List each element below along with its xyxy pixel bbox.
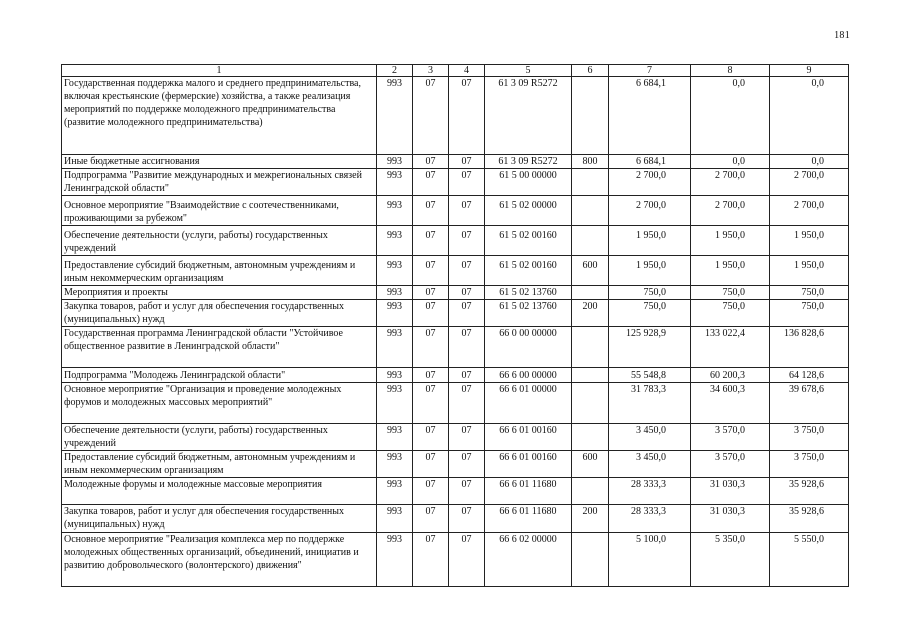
target-article-cell: 61 3 09 R5272 (485, 77, 572, 155)
table-row (62, 300, 849, 327)
header-cell: 5 (485, 65, 572, 77)
subsection-cell: 07 (449, 286, 485, 300)
table-row (62, 533, 849, 587)
amount-year2-cell: 60 200,3 (691, 368, 770, 383)
gr-code-cell: 993 (377, 424, 413, 451)
subsection-cell: 07 (449, 505, 485, 533)
section-cell: 07 (413, 533, 449, 587)
amount-year3-cell: 5 550,0 (770, 533, 849, 587)
target-article-cell: 61 5 02 00160 (485, 256, 572, 286)
expense-type-cell (572, 169, 609, 196)
amount-year2-cell: 2 700,0 (691, 196, 770, 226)
amount-year3-cell: 136 828,6 (770, 327, 849, 368)
expense-type-cell (572, 533, 609, 587)
amount-year2-cell: 3 570,0 (691, 451, 770, 478)
amount-year2-cell: 3 570,0 (691, 424, 770, 451)
amount-year2-cell: 5 350,0 (691, 533, 770, 587)
amount-year3-cell: 750,0 (770, 286, 849, 300)
row-name-cell: Предоставление субсидий бюджетным, автономным учреждениям и иным некоммерческим организациям (62, 451, 377, 478)
row-name-cell: Подпрограмма "Развитие международных и межрегиональных связей Ленинградской области" (62, 169, 377, 196)
amount-year2-cell: 1 950,0 (691, 256, 770, 286)
row-name-cell: Закупка товаров, работ и услуг для обеспечения государственных (муниципальных) нужд (62, 300, 377, 327)
amount-year1-cell: 1 950,0 (609, 256, 691, 286)
gr-code-cell: 993 (377, 155, 413, 169)
table-row (62, 505, 849, 533)
amount-year2-cell: 750,0 (691, 300, 770, 327)
header-cell: 7 (609, 65, 691, 77)
header-cell: 4 (449, 65, 485, 77)
table-row (62, 478, 849, 505)
section-cell: 07 (413, 256, 449, 286)
section-cell: 07 (413, 226, 449, 256)
table-row (62, 383, 849, 424)
gr-code-cell: 993 (377, 196, 413, 226)
table-row (62, 155, 849, 169)
subsection-cell: 07 (449, 226, 485, 256)
gr-code-cell: 993 (377, 256, 413, 286)
amount-year2-cell: 31 030,3 (691, 478, 770, 505)
amount-year1-cell: 5 100,0 (609, 533, 691, 587)
target-article-cell: 61 5 02 00000 (485, 196, 572, 226)
amount-year1-cell: 28 333,3 (609, 478, 691, 505)
amount-year3-cell: 1 950,0 (770, 226, 849, 256)
gr-code-cell: 993 (377, 226, 413, 256)
table-row (62, 451, 849, 478)
section-cell: 07 (413, 451, 449, 478)
expense-type-cell (572, 196, 609, 226)
table-row (62, 424, 849, 451)
table-row (62, 256, 849, 286)
section-cell: 07 (413, 505, 449, 533)
amount-year2-cell: 133 022,4 (691, 327, 770, 368)
amount-year1-cell: 55 548,8 (609, 368, 691, 383)
gr-code-cell: 993 (377, 368, 413, 383)
row-name-cell: Иные бюджетные ассигнования (62, 155, 377, 169)
header-cell: 8 (691, 65, 770, 77)
target-article-cell: 61 5 02 13760 (485, 286, 572, 300)
gr-code-cell: 993 (377, 327, 413, 368)
amount-year2-cell: 750,0 (691, 286, 770, 300)
expense-type-cell: 800 (572, 155, 609, 169)
target-article-cell: 66 6 01 11680 (485, 478, 572, 505)
table-row (62, 196, 849, 226)
gr-code-cell: 993 (377, 300, 413, 327)
row-name-cell: Основное мероприятие "Организация и проведение молодежных форумов и молодежных массовых мероприятий" (62, 383, 377, 424)
expense-type-cell (572, 383, 609, 424)
section-cell: 07 (413, 196, 449, 226)
section-cell: 07 (413, 478, 449, 505)
target-article-cell: 66 6 01 00160 (485, 424, 572, 451)
row-name-cell: Закупка товаров, работ и услуг для обеспечения государственных (муниципальных) нужд (62, 505, 377, 533)
amount-year2-cell: 34 600,3 (691, 383, 770, 424)
row-name-cell: Обеспечение деятельности (услуги, работы) государственных учреждений (62, 424, 377, 451)
target-article-cell: 66 6 01 00160 (485, 451, 572, 478)
table-row (62, 327, 849, 368)
amount-year1-cell: 1 950,0 (609, 226, 691, 256)
amount-year1-cell: 6 684,1 (609, 77, 691, 155)
amount-year2-cell: 0,0 (691, 77, 770, 155)
target-article-cell: 61 5 00 00000 (485, 169, 572, 196)
subsection-cell: 07 (449, 77, 485, 155)
subsection-cell: 07 (449, 478, 485, 505)
amount-year1-cell: 6 684,1 (609, 155, 691, 169)
amount-year1-cell: 2 700,0 (609, 196, 691, 226)
gr-code-cell: 993 (377, 533, 413, 587)
amount-year3-cell: 35 928,6 (770, 478, 849, 505)
amount-year3-cell: 0,0 (770, 155, 849, 169)
subsection-cell: 07 (449, 368, 485, 383)
amount-year1-cell: 2 700,0 (609, 169, 691, 196)
subsection-cell: 07 (449, 256, 485, 286)
section-cell: 07 (413, 169, 449, 196)
subsection-cell: 07 (449, 196, 485, 226)
table-row (62, 368, 849, 383)
header-row (62, 65, 849, 77)
subsection-cell: 07 (449, 300, 485, 327)
section-cell: 07 (413, 327, 449, 368)
expense-type-cell (572, 478, 609, 505)
gr-code-cell: 993 (377, 383, 413, 424)
expense-type-cell (572, 327, 609, 368)
section-cell: 07 (413, 155, 449, 169)
amount-year1-cell: 750,0 (609, 286, 691, 300)
target-article-cell: 66 6 00 00000 (485, 368, 572, 383)
target-article-cell: 61 3 09 R5272 (485, 155, 572, 169)
expense-type-cell: 200 (572, 505, 609, 533)
expense-type-cell (572, 368, 609, 383)
row-name-cell: Основное мероприятие "Реализация комплекса мер по поддержке молодежных общественных организаций, объединений, инициатив и развитию добровольческого (волонтерского) движения" (62, 533, 377, 587)
table-row (62, 77, 849, 155)
table-row (62, 286, 849, 300)
gr-code-cell: 993 (377, 505, 413, 533)
header-cell: 3 (413, 65, 449, 77)
amount-year3-cell: 750,0 (770, 300, 849, 327)
section-cell: 07 (413, 383, 449, 424)
row-name-cell: Основное мероприятие "Взаимодействие с соотечественниками, проживающими за рубежом" (62, 196, 377, 226)
target-article-cell: 61 5 02 13760 (485, 300, 572, 327)
amount-year3-cell: 35 928,6 (770, 505, 849, 533)
expense-type-cell: 600 (572, 256, 609, 286)
amount-year1-cell: 31 783,3 (609, 383, 691, 424)
section-cell: 07 (413, 77, 449, 155)
target-article-cell: 66 0 00 00000 (485, 327, 572, 368)
subsection-cell: 07 (449, 169, 485, 196)
amount-year1-cell: 125 928,9 (609, 327, 691, 368)
amount-year2-cell: 1 950,0 (691, 226, 770, 256)
expense-type-cell (572, 424, 609, 451)
amount-year3-cell: 3 750,0 (770, 424, 849, 451)
amount-year3-cell: 2 700,0 (770, 169, 849, 196)
target-article-cell: 66 6 02 00000 (485, 533, 572, 587)
amount-year1-cell: 28 333,3 (609, 505, 691, 533)
section-cell: 07 (413, 368, 449, 383)
gr-code-cell: 993 (377, 77, 413, 155)
amount-year1-cell: 3 450,0 (609, 451, 691, 478)
table-row (62, 226, 849, 256)
expense-type-cell: 200 (572, 300, 609, 327)
subsection-cell: 07 (449, 155, 485, 169)
table-row (62, 169, 849, 196)
section-cell: 07 (413, 286, 449, 300)
row-name-cell: Мероприятия и проекты (62, 286, 377, 300)
amount-year1-cell: 3 450,0 (609, 424, 691, 451)
expense-type-cell (572, 77, 609, 155)
section-cell: 07 (413, 424, 449, 451)
amount-year2-cell: 31 030,3 (691, 505, 770, 533)
subsection-cell: 07 (449, 383, 485, 424)
subsection-cell: 07 (449, 451, 485, 478)
row-name-cell: Молодежные форумы и молодежные массовые мероприятия (62, 478, 377, 505)
amount-year3-cell: 0,0 (770, 77, 849, 155)
amount-year3-cell: 39 678,6 (770, 383, 849, 424)
expense-type-cell (572, 286, 609, 300)
subsection-cell: 07 (449, 533, 485, 587)
row-name-cell: Подпрограмма "Молодежь Ленинградской области" (62, 368, 377, 383)
budget-table (61, 64, 849, 587)
target-article-cell: 61 5 02 00160 (485, 226, 572, 256)
section-cell: 07 (413, 300, 449, 327)
subsection-cell: 07 (449, 424, 485, 451)
row-name-cell: Обеспечение деятельности (услуги, работы) государственных учреждений (62, 226, 377, 256)
amount-year2-cell: 0,0 (691, 155, 770, 169)
page-number: 181 (834, 30, 850, 41)
subsection-cell: 07 (449, 327, 485, 368)
header-cell: 2 (377, 65, 413, 77)
expense-type-cell (572, 226, 609, 256)
amount-year3-cell: 3 750,0 (770, 451, 849, 478)
target-article-cell: 66 6 01 11680 (485, 505, 572, 533)
gr-code-cell: 993 (377, 478, 413, 505)
amount-year2-cell: 2 700,0 (691, 169, 770, 196)
amount-year3-cell: 2 700,0 (770, 196, 849, 226)
row-name-cell: Предоставление субсидий бюджетным, автономным учреждениям и иным некоммерческим организациям (62, 256, 377, 286)
gr-code-cell: 993 (377, 169, 413, 196)
gr-code-cell: 993 (377, 451, 413, 478)
gr-code-cell: 993 (377, 286, 413, 300)
amount-year1-cell: 750,0 (609, 300, 691, 327)
target-article-cell: 66 6 01 00000 (485, 383, 572, 424)
header-cell: 1 (62, 65, 377, 77)
expense-type-cell: 600 (572, 451, 609, 478)
header-cell: 6 (572, 65, 609, 77)
amount-year3-cell: 64 128,6 (770, 368, 849, 383)
row-name-cell: Государственная программа Ленинградской области "Устойчивое общественное развитие в Ленинградской области" (62, 327, 377, 368)
row-name-cell: Государственная поддержка малого и среднего предпринимательства, включая крестьянские (фермерские) хозяйства, а также реализация мероприятий по поддержке молодежного предпринимательства (развитие молодежного предпринимательства) (62, 77, 377, 155)
header-cell: 9 (770, 65, 849, 77)
amount-year3-cell: 1 950,0 (770, 256, 849, 286)
